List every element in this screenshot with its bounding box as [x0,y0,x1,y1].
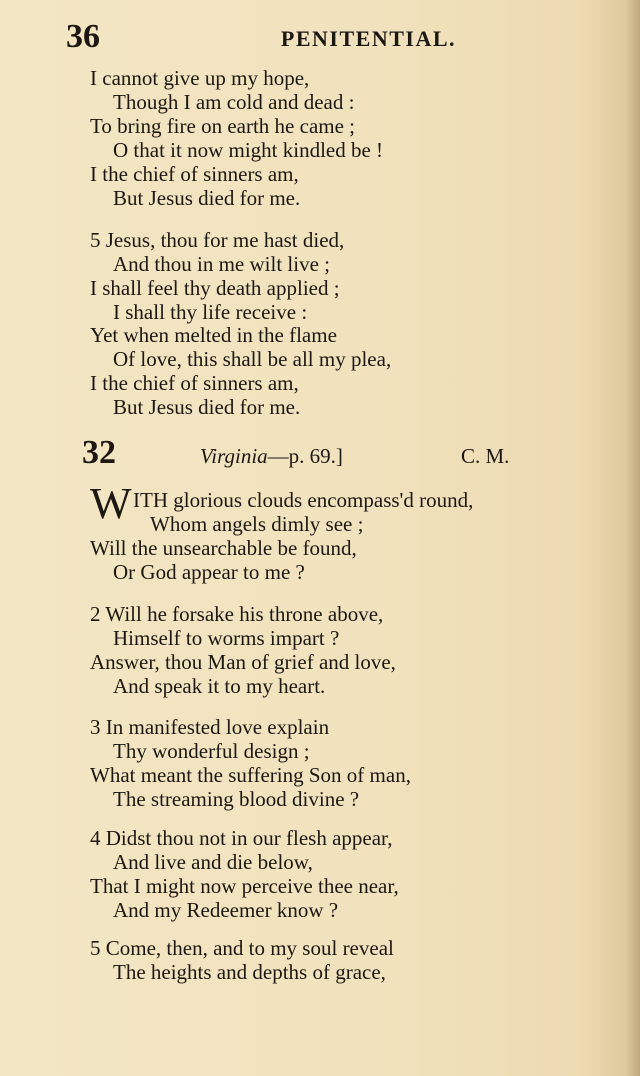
tune-page-ref: —p. 69.] [267,444,343,468]
verse-line: I the chief of sinners am, [90,371,299,395]
verse-line: Though I am cold and dead : [113,90,355,114]
running-head: PENITENTIAL. [280,26,456,51]
verse-line: Of love, this shall be all my plea, [113,347,392,371]
verse-line: To bring fire on earth he came ; [90,114,356,138]
verse-line: I shall feel thy death applied ; [90,276,340,300]
verse-line: And live and die below, [113,850,313,874]
verse-line: Thy wonderful design ; [113,739,310,763]
verse-line: Answer, thou Man of grief and love, [90,650,396,674]
verse-line: Will the unsearchable be found, [90,536,357,560]
verse-line: 4 Didst thou not in our flesh appear, [90,826,393,850]
verse-line: I shall thy life receive : [113,300,308,324]
verse-line: Himself to worms impart ? [113,626,340,650]
verse-line: I the chief of sinners am, [90,162,299,186]
page-number: 36 [66,18,100,55]
verse-line: The heights and depths of grace, [113,960,386,984]
tune-reference [200,444,343,469]
tune-name: Virginia [200,444,268,468]
verse-line: Whom angels dimly see ; [150,512,364,536]
verse-line: I cannot give up my hope, [90,66,310,90]
verse-line: 5 Jesus, thou for me hast died, [90,228,345,252]
verse-line: What meant the suffering Son of man, [90,763,411,787]
page-edge-shadow [626,0,640,1076]
verse-line: 3 In manifested love explain [90,715,330,739]
hymn-number: 32 [82,434,116,471]
verse-line: O that it now might kindled be ! [113,138,384,162]
verse-line: That I might now perceive thee near, [90,874,399,898]
verse-line: But Jesus died for me. [113,186,301,210]
verse-line: Or God appear to me ? [113,560,305,584]
verse-line: And my Redeemer know ? [113,898,339,922]
verse-line: ITH glorious clouds encompass'd round, [133,488,474,512]
verse-line: 5 Come, then, and to my soul reveal [90,936,394,960]
verse-line: Yet when melted in the flame [90,323,337,347]
verse-line: 2 Will he forsake his throne above, [90,602,384,626]
page-header [66,18,456,54]
drop-cap: W [90,479,132,528]
hymn-meter: C. M. [461,444,510,468]
verse-line: And speak it to my heart. [113,674,326,698]
verse-line: But Jesus died for me. [113,395,301,419]
verse-line: The streaming blood divine ? [113,787,360,811]
verse-line: And thou in me wilt live ; [113,252,330,276]
